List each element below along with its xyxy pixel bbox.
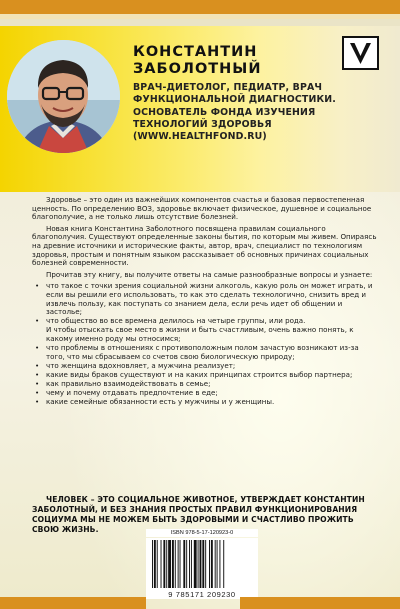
barcode-bar bbox=[209, 540, 210, 588]
credentials-line: ВРАЧ-ДИЕТОЛОГ, ПЕДИАТР, ВРАЧ bbox=[133, 82, 323, 93]
barcode-bar bbox=[189, 540, 190, 588]
topic-item: • что общество во все времена делилось на четыре группы, или рода. bbox=[32, 317, 378, 326]
barcode-bar bbox=[194, 540, 197, 588]
barcode-bar bbox=[198, 540, 199, 588]
credentials-line: ФУНКЦИОНАЛЬНОЙ ДИАГНОСТИКИ. bbox=[133, 94, 336, 106]
top-light-strip bbox=[0, 14, 400, 19]
topic-item-continuation: И чтобы отыскать свое место в жизни и быть счастливым, очень важно понять, к какому именно роду мы относимся; bbox=[46, 325, 354, 343]
barcode bbox=[146, 538, 258, 596]
barcode-bar bbox=[202, 540, 204, 588]
barcode-bar bbox=[205, 540, 206, 588]
barcode-bar bbox=[200, 540, 202, 588]
barcode-digits: 9 785171 209230 bbox=[146, 591, 258, 599]
description-paragraph: Прочитав эту книгу, вы получите ответы на самые разнообразные вопросы и узнаете: bbox=[46, 269, 373, 279]
description-paragraph: Новая книга Константина Заболотного посвящена правилам социального благополучия. Существуют определенные законы бытия, по которым мы живем. Опираясь на древние источники и исторические факты, автор, врач, специалист по технологиям здоровья, простым и понятным языком рассказывает об основных причинах социальных болезней современности. bbox=[32, 223, 377, 268]
barcode-bar bbox=[163, 540, 165, 588]
barcode-bar bbox=[152, 540, 153, 588]
publisher-v-logo-icon bbox=[342, 36, 379, 70]
top-orange-bar bbox=[0, 0, 400, 14]
isbn-label: ISBN 978-5-17-120923-0 bbox=[146, 529, 258, 537]
author-first-name: КОНСТАНТИН bbox=[133, 44, 258, 60]
topic-item: • какие семейные обязанности есть у мужчины и у женщины. bbox=[32, 398, 378, 407]
topic-item: • что такое с точки зрения социальной жизни алкоголь, какую роль он может играть, и если вы решили его использовать, то как это сделать технологично, снизить вред и извлечь пользу, как поступать со знанием дела, если речь идет об общении и застолье; bbox=[32, 282, 378, 316]
description-paragraph: Здоровье – это один из важнейших компонентов счастья и базовая первостепенная ценность. По определению ВОЗ, здоровье включает физическое, душевное и социальное благополучие, а не только лишь отсутствие болезней. bbox=[32, 195, 372, 222]
topic-item: • чему и почему отдавать предпочтение в еде; bbox=[32, 389, 378, 398]
author-portrait bbox=[7, 40, 120, 153]
credentials-website: (WWW.HEALTHFOND.RU) bbox=[133, 131, 267, 143]
barcode-bar bbox=[166, 540, 167, 588]
topic-item: • как правильно взаимодействовать в семье; bbox=[32, 380, 378, 389]
topics-list bbox=[32, 282, 378, 406]
barcode-bar bbox=[219, 540, 220, 588]
closing-statement: ЧЕЛОВЕК – ЭТО СОЦИАЛЬНОЕ ЖИВОТНОЕ, УТВЕРЖДАЕТ КОНСТАНТИН ЗАБОЛОТНЫЙ, И БЕЗ ЗНАНИЯ ПРОСТЫХ ПРАВИЛ ФУНКЦИОНИРОВАНИЯ СОЦИУМА МЫ НЕ МОЖЕМ БЫТЬ ЗДОРОВЫМИ И СЧАСТЛИВО ПРОЖИТЬ СВОЮ ЖИЗНЬ. bbox=[32, 495, 365, 534]
barcode-bar bbox=[161, 540, 162, 588]
barcode-bar bbox=[180, 540, 181, 588]
barcode-bar bbox=[183, 540, 185, 588]
barcode-bar bbox=[215, 540, 216, 588]
barcode-bar bbox=[168, 540, 171, 588]
barcode-bar bbox=[154, 540, 156, 588]
barcode-bar bbox=[175, 540, 176, 588]
barcode-bar bbox=[172, 540, 174, 588]
barcode-bar bbox=[211, 540, 213, 588]
barcode-bar bbox=[191, 540, 192, 588]
barcode-bar bbox=[186, 540, 187, 588]
topic-item: • какие виды браков существуют и на каких принципах строится выбор партнера; bbox=[32, 371, 378, 380]
barcode-bar bbox=[178, 540, 179, 588]
author-credentials bbox=[133, 82, 395, 143]
credentials-line: ТЕХНОЛОГИЙ ЗДОРОВЬЯ bbox=[133, 118, 272, 130]
bottom-orange-bar-right bbox=[240, 597, 400, 609]
book-description bbox=[32, 196, 378, 407]
barcode-bar bbox=[217, 540, 218, 588]
author-last-name: ЗАБОЛОТНЫЙ bbox=[133, 61, 262, 77]
author-name bbox=[133, 44, 343, 78]
barcode-bar bbox=[157, 540, 158, 588]
bottom-orange-bar-left bbox=[0, 597, 146, 609]
barcode-bar bbox=[223, 540, 224, 588]
topic-item: • что проблемы в отношениях с противоположным полом зачастую возникают из-за того, что мы сбрасываем со счетов свою биологическую природу; bbox=[32, 344, 378, 361]
credentials-line: ОСНОВАТЕЛЬ ФОНДА ИЗУЧЕНИЯ bbox=[133, 106, 316, 118]
topic-item: • что женщина вдохновляет, а мужчина реализует; bbox=[32, 362, 378, 371]
